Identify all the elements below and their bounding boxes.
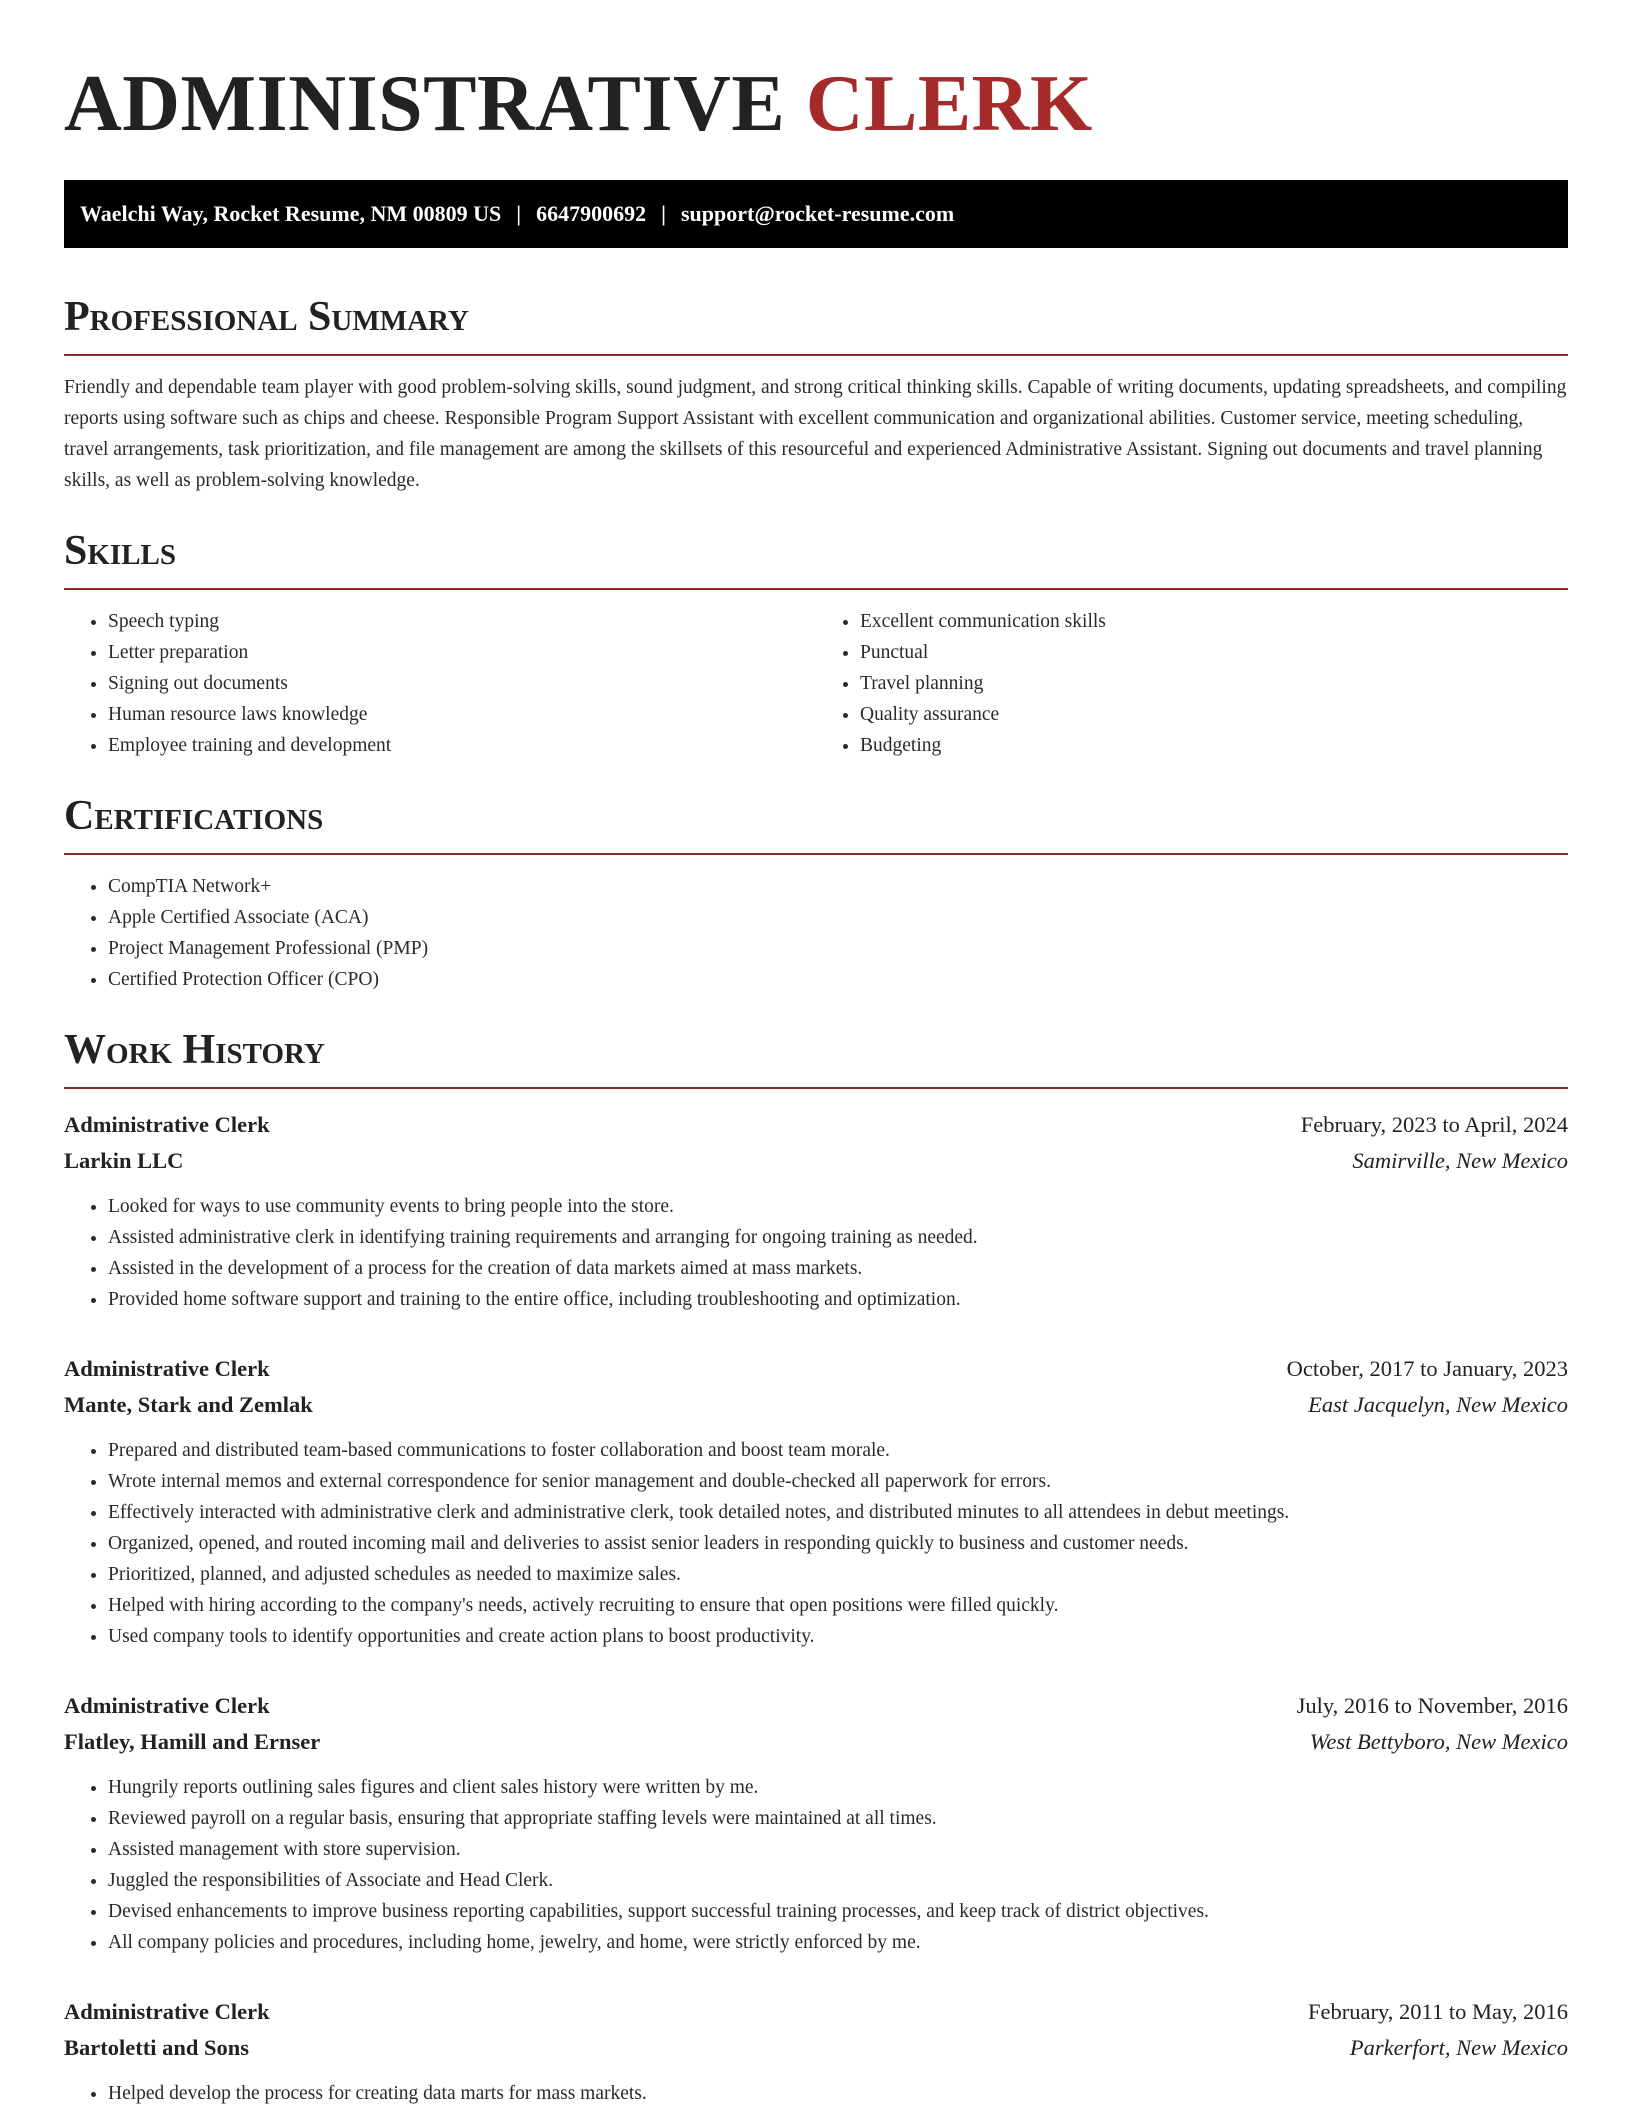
job-location: Samirville, New Mexico <box>1352 1148 1568 1173</box>
job-title: Administrative Clerk <box>64 1112 270 1137</box>
contact-address: Waelchi Way, Rocket Resume, NM 00809 US <box>80 201 502 226</box>
certification-item: • CompTIA Network+ <box>108 871 1568 902</box>
job-bullet: • Organized, opened, and routed incoming mail and deliveries to assist senior leaders in responding quickly to business and customer needs. <box>108 1528 1568 1559</box>
certifications-heading: Certifications <box>64 791 1568 855</box>
job-company-row <box>64 1387 1568 1423</box>
job-bullet: • Assisted in the development of a process for the creation of data markets aimed at mass markets. <box>108 1253 1568 1284</box>
job-company-row <box>64 1724 1568 1760</box>
job-bullet: • Used company tools to identify opportunities and create action plans to boost productivity. <box>108 1621 1568 1652</box>
contact-email: support@rocket-resume.com <box>680 201 955 226</box>
job-bullet: • Devised enhancements to improve business reporting capabilities, support successful training processes, and keep track of district objectives. <box>108 1896 1568 1927</box>
certifications-list <box>64 871 1568 995</box>
job-entry <box>64 1351 1568 1652</box>
skills-list-right <box>816 606 1568 761</box>
resume-title <box>64 58 1568 150</box>
job-company: Flatley, Hamill and Ernser <box>64 1729 321 1754</box>
job-bullets <box>64 1435 1568 1652</box>
job-company: Bartoletti and Sons <box>64 2035 250 2060</box>
job-entry <box>64 1107 1568 1315</box>
job-header-row <box>64 1688 1568 1724</box>
job-bullet: • Prioritized, planned, and adjusted schedules as needed to maximize sales. <box>108 1559 1568 1590</box>
job-header-row <box>64 1351 1568 1387</box>
job-dates: February, 2011 to May, 2016 <box>1308 1999 1568 2024</box>
job-dates: July, 2016 to November, 2016 <box>1296 1693 1568 1718</box>
contact-separator: | <box>516 201 522 226</box>
job-bullets <box>64 1191 1568 1315</box>
summary-text: Friendly and dependable team player with good problem-solving skills, sound judgment, and strong critical thinking skills. Capable of writing documents, updating spreadsheets, and compiling reports using software such as chips and cheese. Responsible Program Support Assistant with excellent communication and organizational abilities. Customer service, meeting scheduling, travel arrangements, task prioritization, and file management are among the skillsets of this resourceful and experienced Administrative Assistant. Signing out documents and travel planning skills, as well as problem-solving knowledge. <box>64 377 1567 491</box>
skill-item: • Signing out documents <box>108 668 816 699</box>
job-entry <box>64 1688 1568 1958</box>
job-location: East Jacquelyn, New Mexico <box>1308 1392 1568 1417</box>
job-bullets <box>64 2078 1568 2109</box>
skills-heading: Skills <box>64 526 1568 590</box>
job-dates: October, 2017 to January, 2023 <box>1286 1356 1568 1381</box>
job-entry <box>64 1994 1568 2109</box>
job-bullet: • Reviewed payroll on a regular basis, ensuring that appropriate staffing levels were maintained at all times. <box>108 1803 1568 1834</box>
skill-item: • Human resource laws knowledge <box>108 699 816 730</box>
work-history-heading: Work History <box>64 1025 1568 1089</box>
job-bullet: • Assisted administrative clerk in identifying training requirements and arranging for ongoing training as needed. <box>108 1222 1568 1253</box>
job-title: Administrative Clerk <box>64 1693 270 1718</box>
skills-list-left <box>64 606 816 761</box>
skill-item: • Employee training and development <box>108 730 816 761</box>
skill-item: • Excellent communication skills <box>860 606 1568 637</box>
contact-bar <box>64 180 1568 248</box>
title-main: ADMINISTRATIVE <box>64 60 786 148</box>
certification-item: • Apple Certified Associate (ACA) <box>108 902 1568 933</box>
job-bullet: • Effectively interacted with administrative clerk and administrative clerk, took detailed notes, and distributed minutes to all attendees in debut meetings. <box>108 1497 1568 1528</box>
job-bullet: • Provided home software support and training to the entire office, including troubleshooting and optimization. <box>108 1284 1568 1315</box>
work-history-section <box>64 1025 1568 2109</box>
job-bullet: • Assisted management with store supervision. <box>108 1834 1568 1865</box>
skill-item: • Speech typing <box>108 606 816 637</box>
skill-item: • Punctual <box>860 637 1568 668</box>
certification-item: • Certified Protection Officer (CPO) <box>108 964 1568 995</box>
job-company-row <box>64 1143 1568 1179</box>
job-title: Administrative Clerk <box>64 1356 270 1381</box>
skill-item: • Quality assurance <box>860 699 1568 730</box>
contact-separator: | <box>661 201 666 226</box>
job-header-row <box>64 1994 1568 2030</box>
summary-heading: Professional Summary <box>64 292 1568 356</box>
job-company: Mante, Stark and Zemlak <box>64 1392 313 1417</box>
job-bullet: • All company policies and procedures, including home, jewelry, and home, were strictly enforced by me. <box>108 1927 1568 1958</box>
job-dates: February, 2023 to April, 2024 <box>1300 1112 1568 1137</box>
skill-item: • Budgeting <box>860 730 1568 761</box>
job-bullet: • Prepared and distributed team-based communications to foster collaboration and boost team morale. <box>108 1435 1568 1466</box>
title-accent: CLERK <box>805 60 1093 148</box>
job-bullet: • Juggled the responsibilities of Associate and Head Clerk. <box>108 1865 1568 1896</box>
job-location: West Bettyboro, New Mexico <box>1309 1729 1568 1754</box>
job-bullet: • Helped with hiring according to the company's needs, actively recruiting to ensure that open positions were filled quickly. <box>108 1590 1568 1621</box>
job-company-row <box>64 2030 1568 2066</box>
skills-section <box>64 526 1568 761</box>
contact-phone: 6647900692 <box>536 201 647 226</box>
job-bullet: • Looked for ways to use community events to bring people into the store. <box>108 1191 1568 1222</box>
job-bullet: • Helped develop the process for creating data marts for mass markets. <box>108 2078 1568 2109</box>
certifications-section <box>64 791 1568 995</box>
job-location: Parkerfort, New Mexico <box>1349 2035 1568 2060</box>
certification-item: • Project Management Professional (PMP) <box>108 933 1568 964</box>
job-bullets <box>64 1772 1568 1958</box>
job-header-row <box>64 1107 1568 1143</box>
job-bullet: • Wrote internal memos and external correspondence for senior management and double-checked all paperwork for errors. <box>108 1466 1568 1497</box>
skill-item: • Travel planning <box>860 668 1568 699</box>
job-company: Larkin LLC <box>64 1148 184 1173</box>
job-title: Administrative Clerk <box>64 1999 270 2024</box>
job-bullet: • Hungrily reports outlining sales figures and client sales history were written by me. <box>108 1772 1568 1803</box>
skills-grid <box>64 590 1568 761</box>
skill-item: • Letter preparation <box>108 637 816 668</box>
